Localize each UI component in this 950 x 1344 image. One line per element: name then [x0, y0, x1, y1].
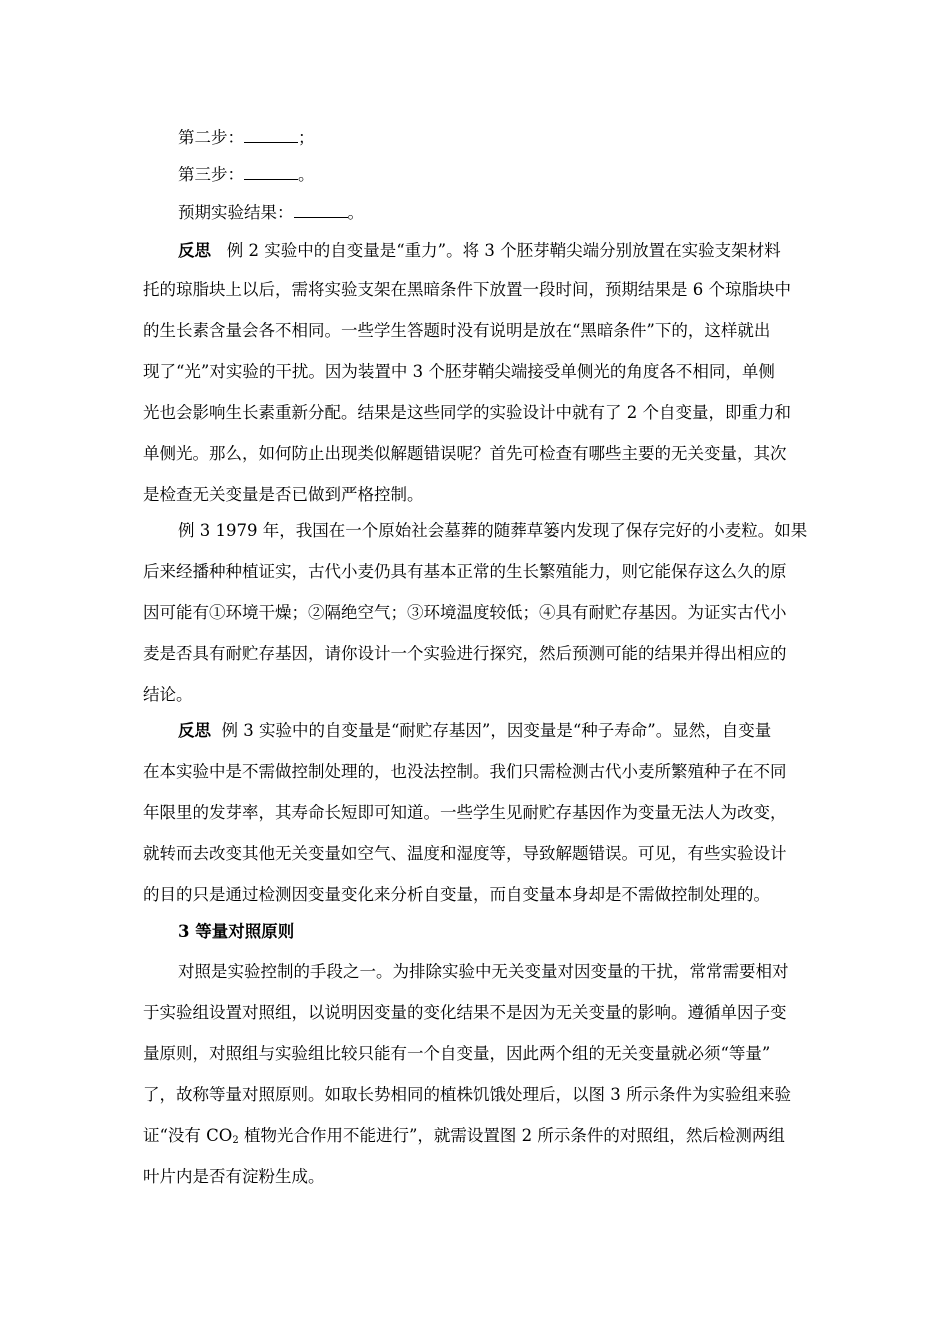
- step3-blank: [244, 164, 298, 180]
- section3-line-5: [0, 1125, 950, 1152]
- expected-result-end: 。: [347, 203, 364, 222]
- expected-result-line: [0, 202, 950, 224]
- reflection2-line-3: 的生长素含量会各不相同。一些学生答题时没有说明是放在“黑暗条件”下的，这样就出: [143, 321, 771, 340]
- section3-line-5a: 证“没有 CO: [143, 1126, 233, 1145]
- reflection2-line-4: 现了“光”对实验的干扰。因为装置中 3 个胚芽鞘尖端接受单侧光的角度各不相同，单侧: [143, 362, 775, 381]
- section3-line-2: 于实验组设置对照组，以说明因变量的变化结果不是因为无关变量的影响。遵循单因子变: [143, 1003, 787, 1022]
- reflection2-line-7: 是检查无关变量是否已做到严格控制。: [143, 485, 424, 504]
- step2-blank: [244, 127, 298, 143]
- reflection2-line-2: 托的琼脂块上以后，需将实验支架在黑暗条件下放置一段时间，预期结果是 6 个琼脂块中: [143, 280, 791, 299]
- reflection2-line-6: 单侧光。那么，如何防止出现类似解题错误呢？首先可检查有哪些主要的无关变量，其次: [143, 444, 787, 463]
- section3-line-3: 量原则，对照组与实验组比较只能有一个自变量，因此两个组的无关变量就必须“等量”: [143, 1044, 771, 1063]
- step3-end: 。: [298, 165, 315, 184]
- section3-heading: 3 等量对照原则: [178, 922, 295, 941]
- reflection2-line-1: [0, 240, 950, 262]
- reflection3-line-4: 就转而去改变其他无关变量如空气、温度和湿度等，导致解题错误。可见，有些实验设计: [143, 844, 787, 863]
- section3-line-1: 对照是实验控制的手段之一。为排除实验中无关变量对因变量的干扰，常常需要相对: [178, 962, 789, 981]
- section3-line-4: 了，故称等量对照原则。如取长势相同的植株饥饿处理后，以图 3 所示条件为实验组来验: [143, 1085, 791, 1104]
- example3-line-3: 因可能有①环境干燥；②隔绝空气；③环境温度较低；④具有耐贮存基因。为证实古代小: [143, 603, 787, 622]
- reflection3-line-2: 在本实验中是不需做控制处理的，也没法控制。我们只需检测古代小麦所繁殖种子在不同: [143, 762, 787, 781]
- reflection2-line-5: 光也会影响生长素重新分配。结果是这些同学的实验设计中就有了 2 个自变量，即重力和: [143, 403, 791, 422]
- section3-line-6: 叶片内是否有淀粉生成。: [143, 1167, 325, 1186]
- reflection2-label: 反思: [178, 241, 211, 260]
- expected-result-label: 预期实验结果：: [178, 203, 294, 222]
- reflection3-line-3: 年限里的发芽率，其寿命长短即可知道。一些学生见耐贮存基因作为变量无法人为改变，: [143, 803, 787, 822]
- section3-line-5b: 植物光合作用不能进行”，就需设置图 2 所示条件的对照组，然后检测两组: [238, 1126, 785, 1145]
- reflection3-text-1: 例 3 实验中的自变量是“耐贮存基因”，因变量是“种子寿命”。显然，自变量: [221, 721, 772, 740]
- example3-line-5: 结论。: [143, 685, 193, 704]
- reflection2-text-1: 例 2 实验中的自变量是“重力”。将 3 个胚芽鞘尖端分别放置在实验支架材料: [226, 241, 781, 260]
- reflection3-line-1: [0, 720, 950, 742]
- example3-line-2: 后来经播种种植证实，古代小麦仍具有基本正常的生长繁殖能力，则它能保存这么久的原: [143, 562, 787, 581]
- step2-line: [0, 127, 950, 149]
- example3-line-4: 麦是否具有耐贮存基因，请你设计一个实验进行探究，然后预测可能的结果并得出相应的: [143, 644, 787, 663]
- step3-label: 第三步：: [178, 165, 244, 184]
- reflection3-line-5: 的目的只是通过检测因变量变化来分析自变量，而自变量本身却是不需做控制处理的。: [143, 885, 770, 904]
- step3-line: [0, 164, 950, 186]
- example3-line-1: 例 3 1979 年，我国在一个原始社会墓葬的随葬草篓内发现了保存完好的小麦粒。如果: [178, 521, 808, 540]
- step2-end: ；: [298, 128, 315, 147]
- reflection3-label: 反思: [178, 721, 211, 740]
- co2-subscript: 2: [232, 1135, 239, 1146]
- expected-result-blank: [294, 202, 348, 218]
- step2-label: 第二步：: [178, 128, 244, 147]
